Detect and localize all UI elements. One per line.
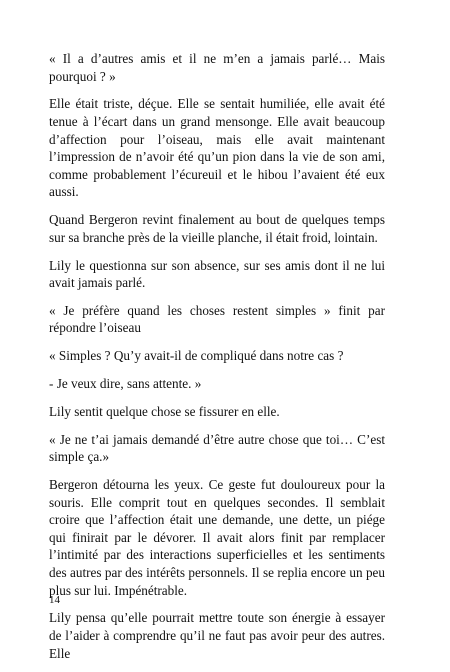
page-body [49,50,385,672]
page-number: 14 [49,594,60,606]
paragraph: « Je préfère quand les choses restent simples » finit par répondre l’oiseau [49,302,385,336]
paragraph: Elle était triste, déçue. Elle se sentait humiliée, elle avait été tenue à l’écart dans un grand mensonge. Elle avait beaucoup d’affection pour l’oiseau, mais elle avait maintenant l’impression de n’avoir été qu’un pion dans la vie de son ami, comme probablement l’écureuil et le hibou l’avaient été eux aussi. [49,96,385,200]
paragraph: « Il a d’autres amis et il ne m’en a jamais parlé… Mais pourquoi ? » [49,51,385,84]
paragraph: Lily pensa qu’elle pourrait mettre toute son énergie à essayer de l’aider à comprendre qu’il ne faut pas avoir peur des autres. Elle [49,610,385,661]
paragraph: - Je veux dire, sans attente. » [49,376,202,392]
paragraph: Lily le questionna sur son absence, sur ses amis dont il ne lui avait jamais parlé. [49,257,385,291]
paragraph: « Je ne t’ai jamais demandé d’être autre chose que toi… C’est simple ça.» [49,431,385,465]
paragraph: « Simples ? Qu’y avait-il de compliqué dans notre cas ? [49,348,344,364]
paragraph: Lily sentit quelque chose se fissurer en elle. [49,403,280,419]
paragraph: Quand Bergeron revint finalement au bout de quelques temps sur sa branche près de la vieille planche, il était froid, lointain. [49,212,385,245]
paragraph: Bergeron détourna les yeux. Ce geste fut douloureux pour la souris. Elle comprit tout en quelques secondes. Il semblait croire que l’affection était une demande, une dette, un piége qui finirait par le dévorer. Il avait alors finit par remplacer l’intimité par des interactions superficielles et les sentiments des autres par des intérêts personnels. Il se replia encore un peu plus sur lui. Impénétrable. [49,476,385,598]
